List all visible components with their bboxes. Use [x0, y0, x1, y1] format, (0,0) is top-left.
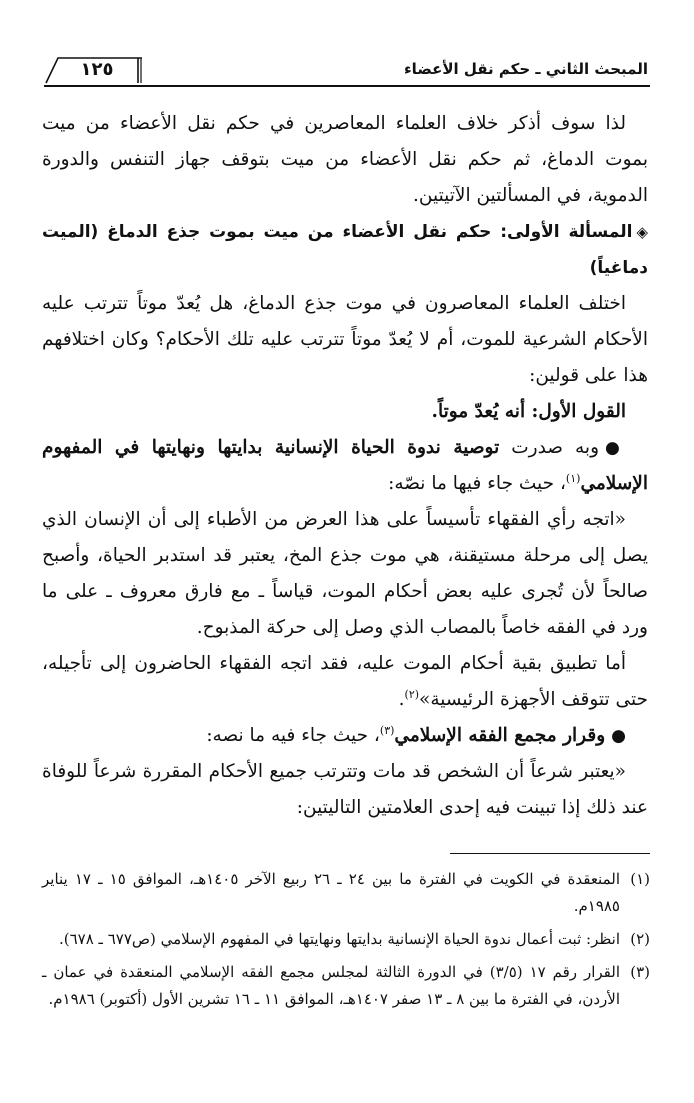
main-text: [42, 106, 648, 826]
running-header-title: المبحث الثاني ـ حكم نقل الأعضاء: [404, 60, 648, 78]
header-rule: [44, 85, 650, 87]
footnote-text: القرار رقم ١٧ (٣/٥) في الدورة الثالثة لمجلس مجمع الفقه الإسلامي المنعقدة في عمان ـ الأردن، في الفترة ما بين ٨ ـ ١٣ صفر ١٤٠٧هـ، الموافق ١١ ـ ١٦ تشرين الأول (أكتوبر) ١٩٨٦م.: [42, 963, 620, 1008]
disagreement-paragraph: اختلف العلماء المعاصرون في موت جذع الدماغ، هل يُعدّ موتاً تترتب عليه الأحكام الشرعية للموت، أم لا يُعدّ موتاً تترتب عليه تلك الأحكام؟ وكان اختلافهم هذا على قولين:: [42, 293, 648, 386]
footnote-text: انظر: ثبت أعمال ندوة الحياة الإنسانية بدايتها ونهايتها في المفهوم الإسلامي (ص٦٧٧ ـ ٦٧٨).: [58, 930, 620, 948]
first-opinion-heading: القول الأول: أنه يُعدّ موتاً.: [431, 401, 626, 422]
bullet-nadwa-title: توصية ندوة الحياة الإنسانية بدايتها ونهايتها في المفهوم الإسلامي: [42, 437, 648, 494]
bullet-nadwa-pre: وبه صدرت: [511, 437, 600, 458]
issue-label: المسألة الأولى:: [500, 222, 633, 242]
footnote-item: [42, 926, 650, 953]
issue-title: حكم نقل الأعضاء من ميت بموت جذع الدماغ (الميت دماغياً): [42, 222, 648, 278]
quote-nadwa-continued: أما تطبيق بقية أحكام الموت عليه، فقد اتجه الفقهاء الحاضرون إلى تأجيله، حتى تتوقف الأجهزة الرئيسية»$^{(٢)}$.: [42, 653, 648, 710]
footnote-text: المنعقدة في الكويت في الفترة ما بين ٢٤ ـ ٢٦ ربيع الآخر ١٤٠٥هـ، الموافق ١٥ ـ ١٧ يناير ١٩٨٥م.: [42, 870, 620, 915]
footnote-ref-1[interactable]: (١): [565, 471, 581, 485]
footnote-number: (٣): [630, 963, 650, 981]
bullet-icon: ●: [611, 726, 626, 746]
bullet-icon: ●: [605, 438, 626, 458]
intro-paragraph: لذا سوف أذكر خلاف العلماء المعاصرين في حكم نقل الأعضاء من ميت بموت الدماغ، ثم حكم نقل الأعضاء من ميت بتوقف جهاز التنفس والدورة الدموية، في المسألتين الآتيتين.: [42, 113, 648, 206]
footnote-item: [42, 959, 650, 1013]
footnotes: [42, 866, 650, 1019]
page-number: ١٢٥: [80, 59, 114, 80]
bullet-majma: [42, 718, 648, 754]
quote-nadwa: «اتجه رأي الفقهاء تأسيساً على هذا العرض من الأطباء إلى أن الإنسان الذي يصل إلى مرحلة مستيقنة، هي موت جذع المخ، يعتبر قد استدبر الحياة، وأصبح صالحاً لأن تُجرى عليه بعض أحكام الموت، قياساً ـ مع فارق معروف ـ على ما ورد في الفقه خاصاً بالمصاب الذي وصل إلى حركة المذبوح.: [42, 509, 648, 638]
diamond-icon: ◈: [636, 223, 649, 241]
page-number-frame: [44, 56, 144, 84]
footnote-item: [42, 866, 650, 920]
footnote-ref-2[interactable]: (٢): [404, 687, 420, 701]
bullet-majma-title: وقرار مجمع الفقه الإسلامي: [394, 725, 606, 746]
issue-heading: [42, 214, 648, 286]
footnote-number: (٢): [630, 930, 650, 948]
quote-nadwa-continued-text: أما تطبيق بقية أحكام الموت عليه، فقد اتجه الفقهاء الحاضرون إلى تأجيله، حتى تتوقف الأجهزة الرئيسية»: [42, 653, 648, 710]
footnote-number: (١): [630, 870, 650, 888]
bullet-nadwa: [42, 430, 648, 502]
footnote-ref-3[interactable]: (٣): [379, 723, 395, 737]
bullet-majma-post: ، حيث جاء فيه ما نصه:: [206, 725, 380, 746]
bullet-nadwa-post: ، حيث جاء فيها ما نصّه:: [388, 473, 566, 494]
quote-majma: «يعتبر شرعاً أن الشخص قد مات وتترتب جميع الأحكام المقررة شرعاً للوفاة عند ذلك إذا تبينت فيه إحدى العلامتين التاليتين:: [42, 761, 648, 818]
footnote-separator: [450, 853, 650, 854]
